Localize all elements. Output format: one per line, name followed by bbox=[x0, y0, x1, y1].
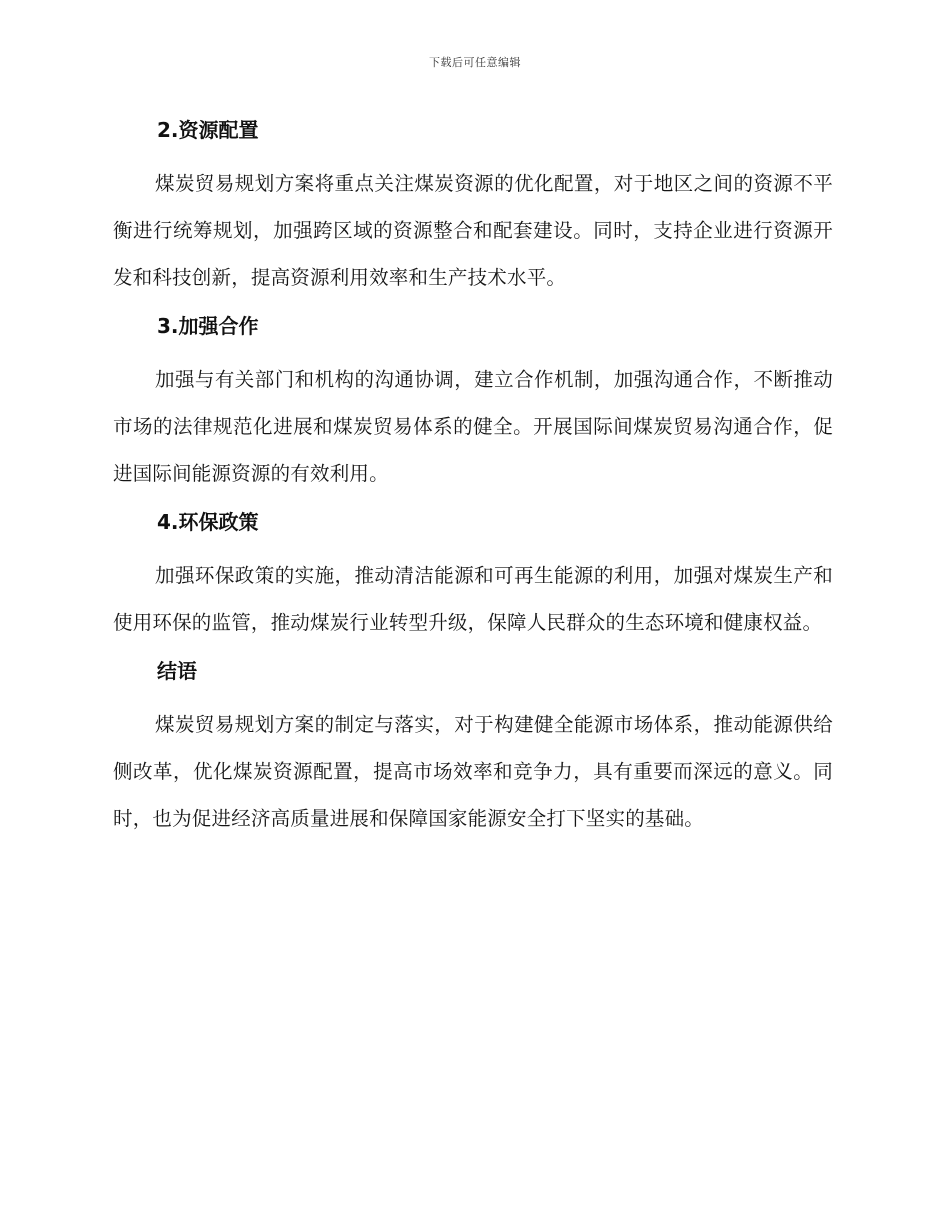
section-cooperation bbox=[113, 306, 833, 497]
section-paragraph: 煤炭贸易规划方案将重点关注煤炭资源的优化配置，对于地区之间的资源不平衡进行统筹规划，加强跨区域的资源整合和配套建设。同时，支持企业进行资源开发和科技创新，提高资源利用效率和生产技术水平。 bbox=[113, 172, 833, 289]
section-paragraph: 加强环保政策的实施，推动清洁能源和可再生能源的利用，加强对煤炭生产和使用环保的监管，推动煤炭行业转型升级，保障人民群众的生态环境和健康权益。 bbox=[113, 564, 833, 634]
section-paragraph: 煤炭贸易规划方案的制定与落实，对于构建健全能源市场体系，推动能源供给侧改革，优化煤炭资源配置，提高市场效率和竞争力，具有重要而深远的意义。同时，也为促进经济高质量进展和保障国家能源安全打下坚实的基础。 bbox=[113, 713, 833, 830]
section-heading: 结语 bbox=[157, 659, 197, 683]
section-environmental-policy bbox=[113, 502, 833, 646]
page-header-note: 下载后可任意编辑 bbox=[429, 56, 521, 69]
section-conclusion bbox=[113, 651, 833, 842]
section-heading: 3.加强合作 bbox=[157, 314, 259, 338]
section-heading: 4.环保政策 bbox=[157, 510, 259, 534]
section-resource-allocation bbox=[113, 110, 833, 301]
section-heading: 2.资源配置 bbox=[157, 118, 259, 142]
section-paragraph: 加强与有关部门和机构的沟通协调，建立合作机制，加强沟通合作，不断推动市场的法律规范化进展和煤炭贸易体系的健全。开展国际间煤炭贸易沟通合作，促进国际间能源资源的有效利用。 bbox=[113, 368, 833, 485]
document-body bbox=[113, 110, 833, 847]
